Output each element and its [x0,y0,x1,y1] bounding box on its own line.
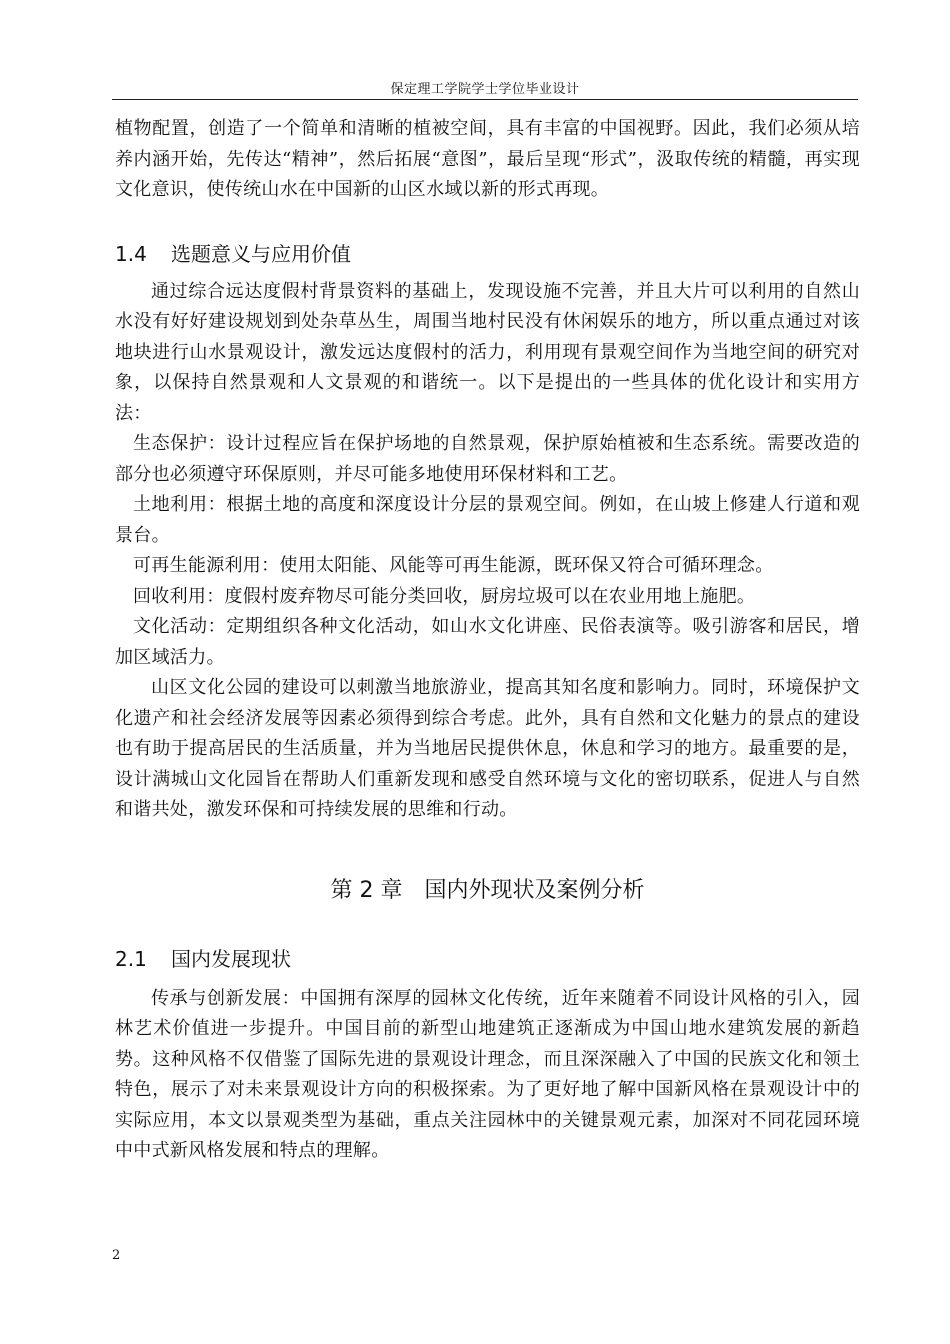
paragraph-domestic-status: 传承与创新发展：中国拥有深厚的园林文化传统，近年来随着不同设计风格的引入，园林艺术价值进一步提升。中国目前的新型山地建筑正逐渐成为中国山地水建筑发展的新趋势。这种风格不仅借鉴了国际先进的景观设计理念，而且深深融入了中国的民族文化和领土特色，展示了对未来景观设计方向的积极探索。为了更好地了解中国新风格在景观设计中的实际应用，本文以景观类型为基础，重点关注园林中的关键景观元素，加深对不同花园环境中中式新风格发展和特点的理解。 [115,987,860,1161]
list-item: 生态保护：设计过程应旨在保护场地的自然景观，保护原始植被和生态系统。需要改造的部分也必须遵守环保原则，并尽可能多地使用环保材料和工艺。 [115,433,860,485]
page-number: 2 [112,1248,121,1263]
list-item: 土地利用：根据土地的高度和深度设计分层的景观空间。例如，在山坡上修建人行道和观景台。 [115,494,860,546]
section-title: 国内发展现状 [171,946,291,971]
section-heading-2-1 [115,944,860,974]
running-header: 保定理工学院学士学位毕业设计 [390,82,580,97]
paragraph-significance: 通过综合远达度假村背景资料的基础上，发现设施不完善，并且大片可以利用的自然山水没有好好建设规划到处杂草丛生，周围当地村民没有休闲娱乐的地方，所以重点通过对该地块进行山水景观设计，激发远达度假村的活力，利用现有景观空间作为当地空间的研究对象，以保持自然景观和人文景观的和谐统一。以下是提出的一些具体的优化设计和实用方法： [115,280,860,424]
section-number: 1.4 [115,241,147,266]
section-title: 选题意义与应用价值 [171,241,351,266]
list-item: 文化活动：定期组织各种文化活动，如山水文化讲座、民俗表演等。吸引游客和居民，增加区域活力。 [115,616,860,668]
list-item: 回收利用：度假村废弃物尽可能分类回收，厨房垃圾可以在农业用地上施肥。 [133,585,756,607]
section-heading-1-4 [115,239,860,269]
section-number: 2.1 [115,946,147,971]
paragraph-park: 山区文化公园的建设可以刺激当地旅游业，提高其知名度和影响力。同时，环境保护文化遗产和社会经济发展等因素必须得到综合考虑。此外，具有自然和文化魅力的景点的建设也有助于提高居民的生活质量，并为当地居民提供休息，休息和学习的地方。最重要的是，设计满城山文化园旨在帮助人们重新发现和感受自然环境与文化的密切联系，促进人与自然和谐共处，激发环保和可持续发展的思维和行动。 [115,677,860,820]
paragraph-intro: 植物配置，创造了一个简单和清晰的植被空间，具有丰富的中国视野。因此，我们必须从培养内涵开始，先传达“精神”，然后拓展“意图”，最后呈现“形式”，汲取传统的精髓，再实现文化意识，使传统山水在中国新的山区水域以新的形式再现。 [115,118,860,200]
chapter-title: 第 2 章 国内外现状及案例分析 [330,877,645,903]
page-body [115,114,860,1167]
header-rule [112,99,858,100]
list-item: 可再生能源利用：使用太阳能、风能等可再生能源，既环保又符合可循环理念。 [133,555,774,576]
